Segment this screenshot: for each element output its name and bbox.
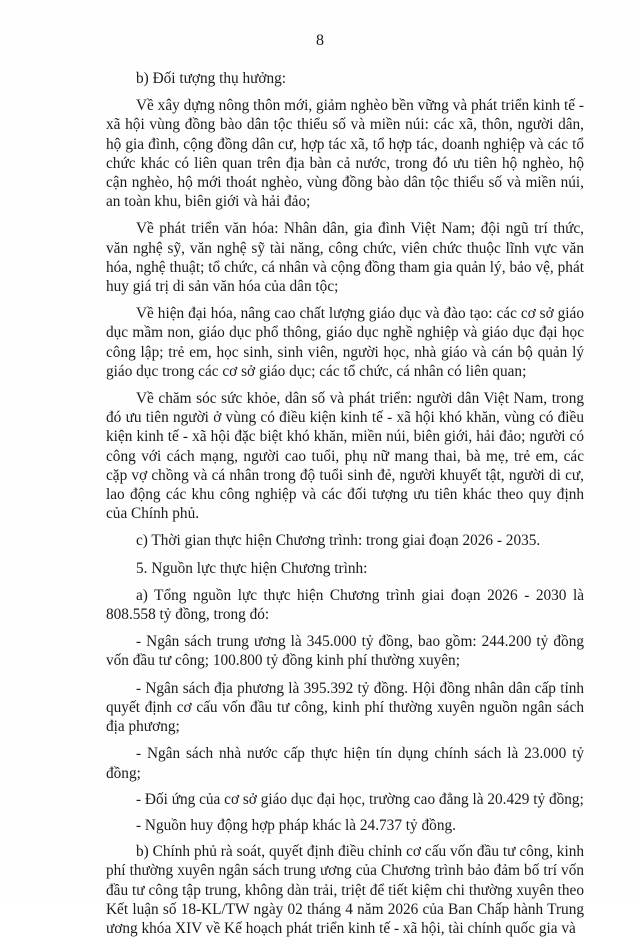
page-number: 8 xyxy=(316,32,324,49)
list-item-other-sources: - Nguồn huy động hợp pháp khác là 24.737 tỷ đồng. xyxy=(136,816,456,834)
paragraph-implementation-time: c) Thời gian thực hiện Chương trình: trong giai đoạn 2026 - 2035. xyxy=(136,532,541,550)
heading-resources: 5. Nguồn lực thực hiện Chương trình: xyxy=(136,559,368,577)
paragraph-education: Về hiện đại hóa, nâng cao chất lượng giáo dục và đào tạo: các cơ sở giáo dục mầm non, giáo dục phổ thông, giáo dục nghề nghiệp và giáo dục đại học công lập; trẻ em, học sinh, sinh viên, người học, nhà giáo và cán bộ quản lý giáo dục trong các cơ sở giáo dục; các tổ chức, cá nhân có liên quan; xyxy=(106,305,584,380)
paragraph-culture: Về phát triển văn hóa: Nhân dân, gia đình Việt Nam; đội ngũ trí thức, văn nghệ sỹ, văn nghệ sỹ tài năng, công chức, viên chức thuộc lĩnh vực văn hóa, nghệ thuật; tổ chức, cá nhân và cộng đồng tham gia quản lý, bảo vệ, phát huy giá trị di sản văn hóa của dân tộc; xyxy=(106,220,584,296)
list-item-policy-credit: - Ngân sách nhà nước cấp thực hiện tín dụng chính sách là 23.000 tỷ đồng; xyxy=(106,745,584,782)
list-item-local-budget: - Ngân sách địa phương là 395.392 tỷ đồng. Hội đồng nhân dân cấp tỉnh quyết định cơ cấu vốn đầu tư công, kinh phí thường xuyên nguồn ngân sách địa phương; xyxy=(106,679,584,736)
document-body xyxy=(106,69,584,946)
paragraph-total-resources: a) Tổng nguồn lực thực hiện Chương trình giai đoạn 2026 - 2030 là 808.558 tỷ đồng, trong đó: xyxy=(106,586,584,624)
paragraph-health: Về chăm sóc sức khỏe, dân số và phát triển: người dân Việt Nam, trong đó ưu tiên người ở vùng có điều kiện kinh tế - xã hội khó khăn, vùng có điều kiện kinh tế - xã hội đặc biệt khó khăn, miền núi, biên giới, hải đảo; người có công với cách mạng, người cao tuổi, phụ nữ mang thai, bà mẹ, trẻ em, các cặp vợ chồng và cá nhân trong độ tuổi sinh đẻ, người khuyết tật, người di cư, lao động các khu công nghiệp và các đối tượng ưu tiên khác theo quy định của Chính phủ. xyxy=(106,390,584,523)
heading-beneficiaries: b) Đối tượng thụ hưởng: xyxy=(136,70,287,87)
list-item-university-counterpart: - Đối ứng của cơ sở giáo dục đại học, trường cao đẳng là 20.429 tỷ đồng; xyxy=(136,790,584,808)
list-item-central-budget: - Ngân sách trung ương là 345.000 tỷ đồng, bao gồm: 244.200 tỷ đồng vốn đầu tư công; 100.800 tỷ đồng kinh phí thường xuyên; xyxy=(106,633,584,670)
paragraph-rural-development: Về xây dựng nông thôn mới, giảm nghèo bền vững và phát triển kinh tế - xã hội vùng đồng bào dân tộc thiểu số và miền núi: các xã, thôn, người dân, hộ gia đình, cộng đồng dân cư, hợp tác xã, tổ hợp tác, doanh nghiệp và các tổ chức khác có liên quan trên địa bàn cả nước, trong đó ưu tiên hộ nghèo, hộ cận nghèo, hộ mới thoát nghèo, vùng đồng bào dân tộc thiểu số và miền núi, an toàn khu, biên giới và hải đảo; xyxy=(106,97,584,211)
paragraph-government-review: b) Chính phủ rà soát, quyết định điều chỉnh cơ cấu vốn đầu tư công, kinh phí thường xuyên ngân sách trung ương của Chương trình bảo đảm bố trí vốn đầu tư công tập trung, không dàn trải, triệt để tiết kiệm chi thường xuyên theo Kết luận số 18-KL/TW ngày 02 tháng 4 năm 2026 của Ban Chấp hành Trung ương khóa XIV về Kế hoạch phát triển kinh tế - xã hội, tài chính quốc gia và xyxy=(106,843,584,937)
